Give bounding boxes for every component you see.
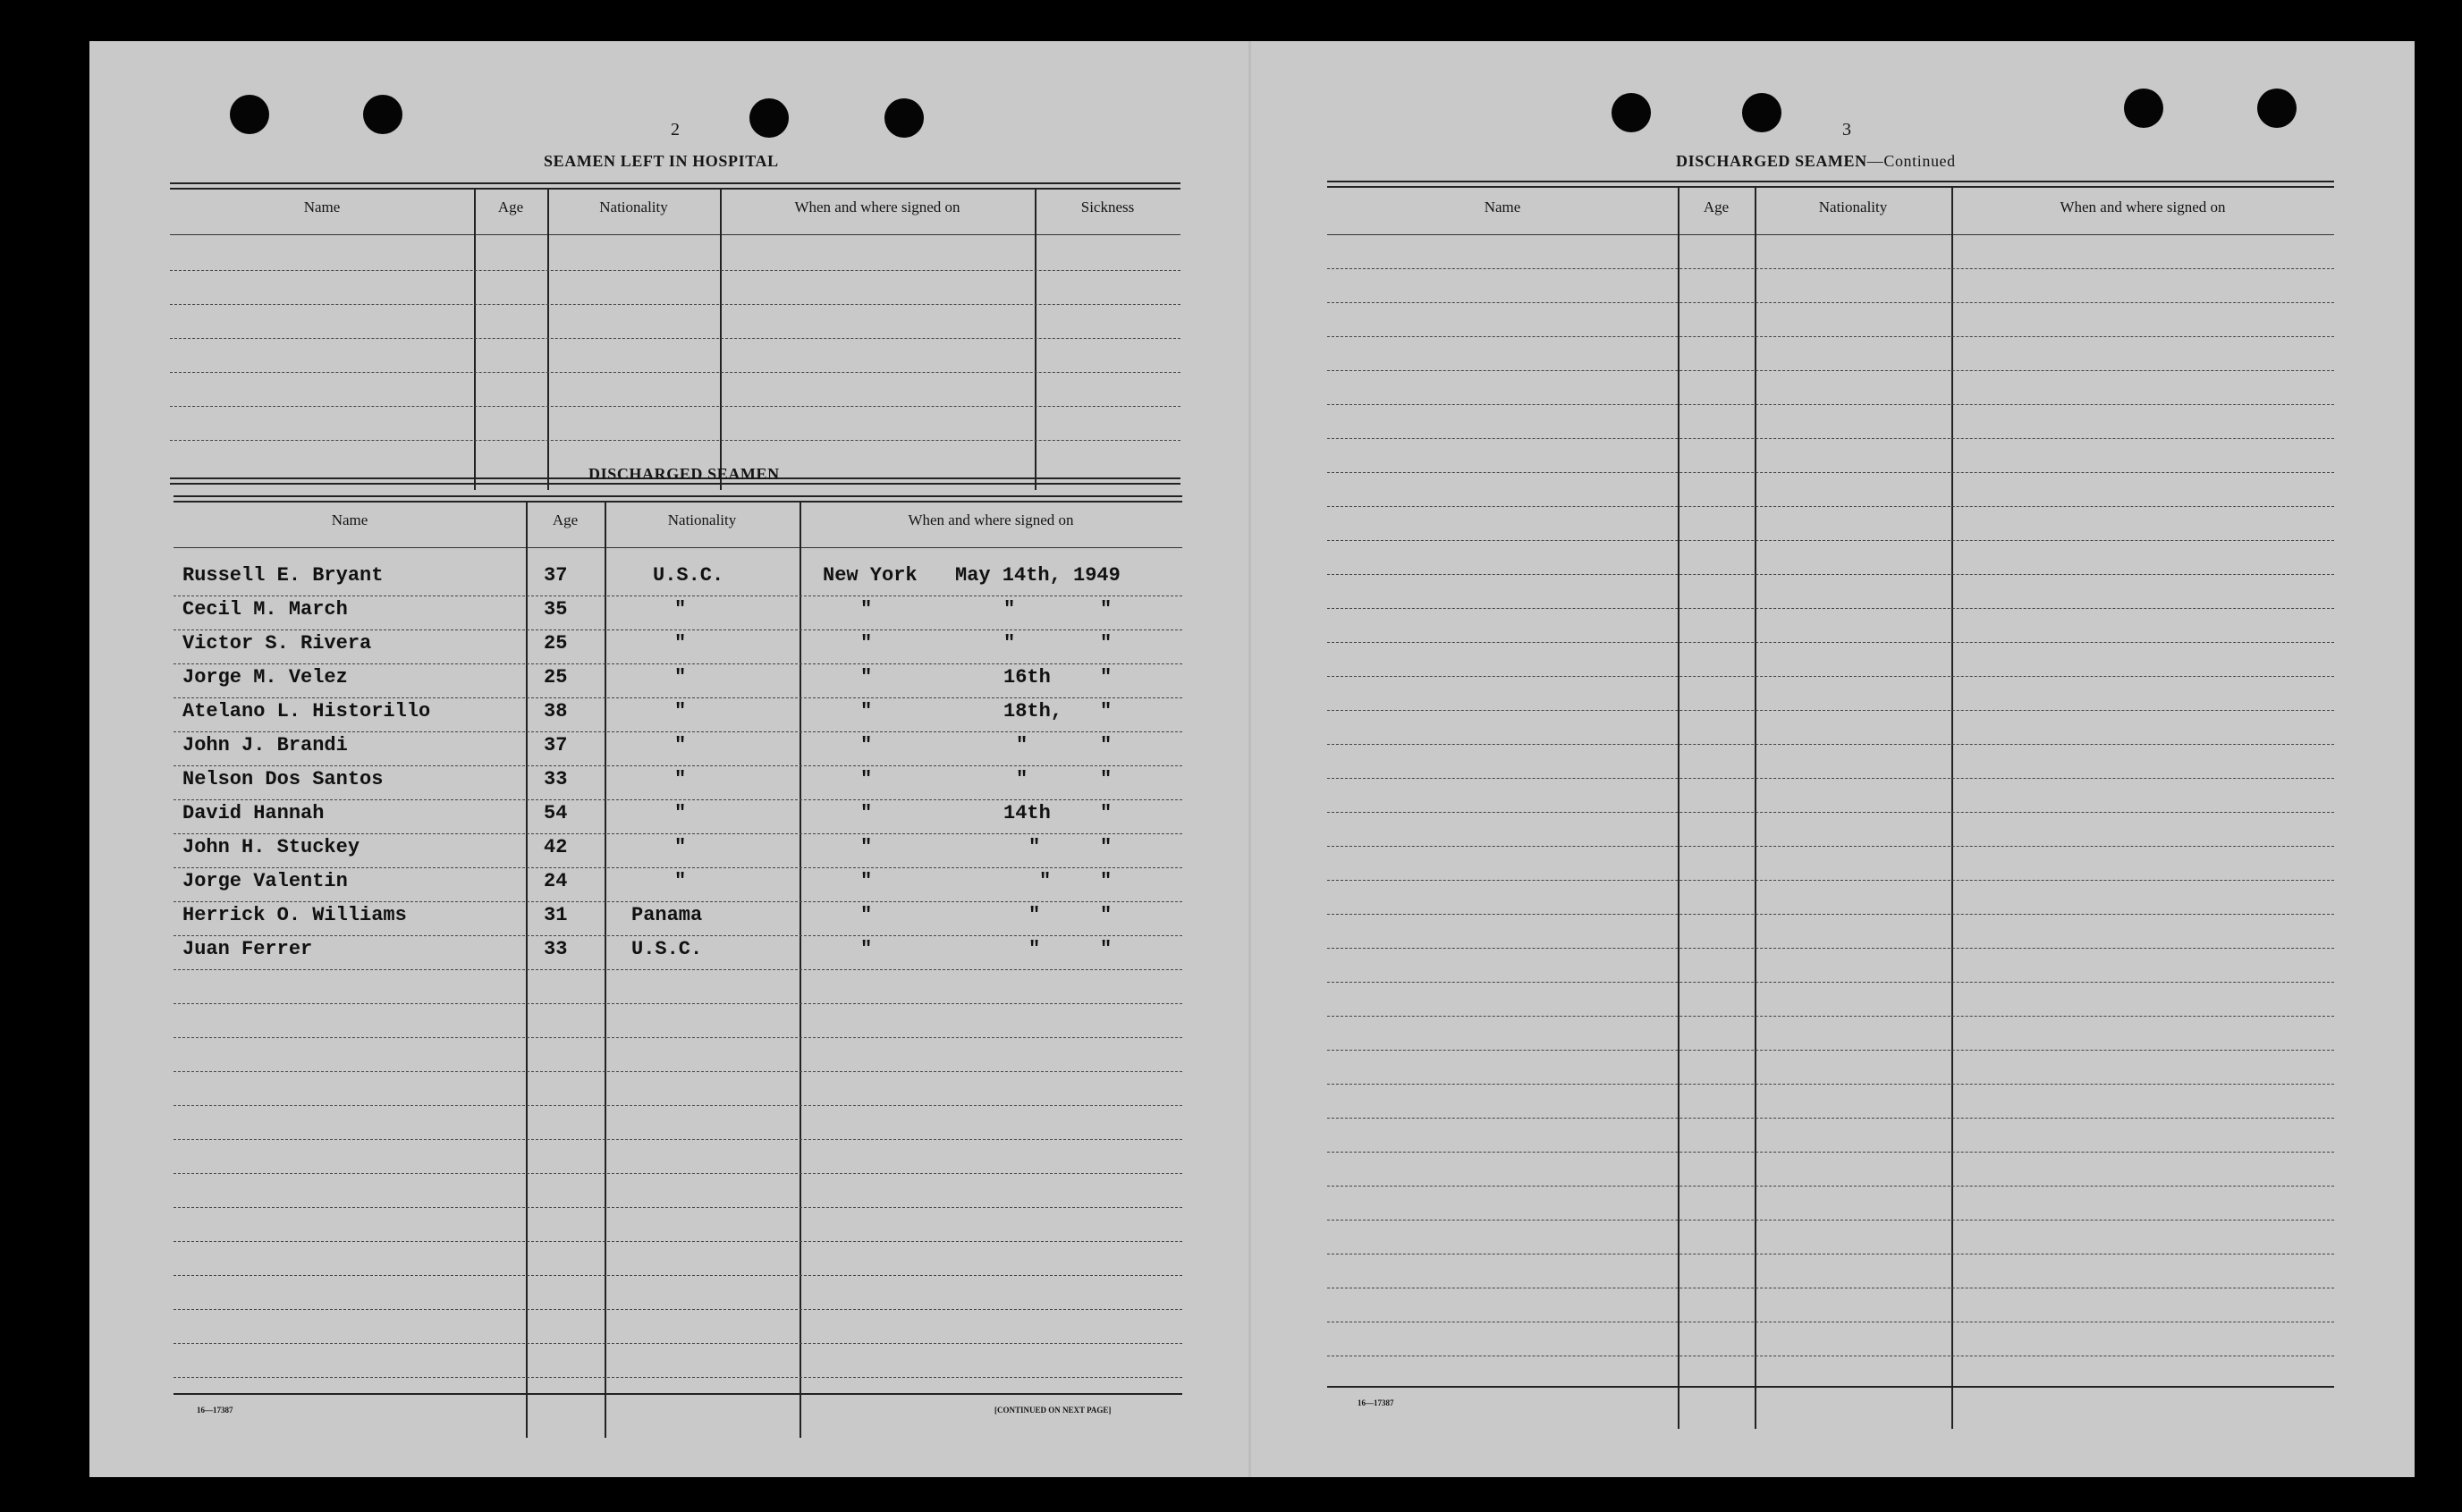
punch-hole xyxy=(2124,89,2163,128)
hospital-row-rule xyxy=(170,440,1180,441)
seaman-signed-year: " xyxy=(1100,938,1113,960)
seaman-nationality: " xyxy=(674,632,687,655)
discharged-header-nationality: Nationality xyxy=(667,511,737,528)
seaman-age: 33 xyxy=(544,768,568,790)
seaman-signed-date: " xyxy=(1039,870,1052,892)
seaman-nationality: U.S.C. xyxy=(653,564,724,587)
row-rule xyxy=(1327,1084,2334,1085)
punch-hole xyxy=(1742,93,1781,132)
discharged-header-name: Name xyxy=(331,511,368,528)
seaman-name: Russell E. Bryant xyxy=(182,564,384,587)
seaman-signed-year: " xyxy=(1100,870,1113,892)
hospital-header-sickness: Sickness xyxy=(1080,199,1135,215)
right-header-nationality: Nationality xyxy=(1818,199,1888,215)
seaman-signed-year: " xyxy=(1100,632,1113,655)
row-rule xyxy=(1327,982,2334,983)
hospital-header-nationality: Nationality xyxy=(599,199,668,215)
row-rule xyxy=(1327,574,2334,575)
seaman-nationality: " xyxy=(674,734,687,756)
seaman-signed-year: " xyxy=(1100,734,1113,756)
punch-hole xyxy=(230,95,269,134)
row-rule xyxy=(1327,438,2334,439)
seaman-signed-place: " xyxy=(860,870,873,892)
seaman-signed-place: " xyxy=(860,904,873,926)
right-bottom-rule xyxy=(1327,1386,2334,1388)
seaman-signed-place: " xyxy=(860,666,873,688)
seaman-signed-date: " xyxy=(1003,598,1016,621)
row-rule xyxy=(1327,1152,2334,1153)
seaman-name: Juan Ferrer xyxy=(182,938,313,960)
seaman-nationality: " xyxy=(674,802,687,824)
hospital-title: SEAMEN LEFT IN HOSPITAL xyxy=(544,152,779,170)
row-rule xyxy=(1327,642,2334,643)
right-header-rule xyxy=(1327,234,2334,235)
row-rule xyxy=(173,629,1182,630)
right-top-rule xyxy=(1327,181,2334,182)
punch-hole xyxy=(749,98,789,138)
seaman-signed-place: " xyxy=(860,802,873,824)
seaman-age: 37 xyxy=(544,734,568,756)
seaman-signed-date: " xyxy=(1028,904,1041,926)
hospital-top-rule xyxy=(170,188,1180,190)
hospital-header-rule xyxy=(170,234,1180,235)
discharged-header-signed-on: When and where signed on xyxy=(908,511,1074,528)
seaman-signed-place: " xyxy=(860,734,873,756)
row-rule xyxy=(173,731,1182,732)
row-rule xyxy=(1327,1050,2334,1051)
row-rule xyxy=(1327,846,2334,847)
row-rule xyxy=(1327,506,2334,507)
seaman-signed-date: 14th xyxy=(1003,802,1051,824)
seaman-signed-date: " xyxy=(1016,768,1028,790)
seaman-signed-date: May 14th, 1949 xyxy=(955,564,1121,587)
seaman-nationality: " xyxy=(674,768,687,790)
row-rule xyxy=(173,1275,1182,1276)
row-rule xyxy=(173,1003,1182,1004)
right-page-number: 3 xyxy=(1842,120,1851,139)
seaman-name: John J. Brandi xyxy=(182,734,348,756)
seaman-nationality: " xyxy=(674,598,687,621)
discharged-header-rule xyxy=(173,547,1182,548)
seaman-signed-year: " xyxy=(1100,666,1113,688)
hospital-row-rule xyxy=(170,304,1180,305)
seaman-age: 42 xyxy=(544,836,568,858)
row-rule xyxy=(173,1377,1182,1378)
row-rule xyxy=(1327,1016,2334,1017)
seaman-name: Jorge Valentin xyxy=(182,870,348,892)
seaman-signed-place: " xyxy=(860,836,873,858)
seaman-age: 31 xyxy=(544,904,568,926)
seaman-age: 25 xyxy=(544,666,568,688)
left-page-number: 2 xyxy=(671,120,680,139)
seaman-name: Victor S. Rivera xyxy=(182,632,372,655)
row-rule xyxy=(173,1309,1182,1310)
row-rule xyxy=(1327,1220,2334,1221)
punch-hole xyxy=(1612,93,1651,132)
row-rule xyxy=(1327,778,2334,779)
row-rule xyxy=(1327,676,2334,677)
discharged-bottom-rule xyxy=(173,1393,1182,1395)
seaman-signed-place: " xyxy=(860,938,873,960)
row-rule xyxy=(1327,710,2334,711)
seaman-signed-year: " xyxy=(1100,700,1113,722)
row-rule xyxy=(173,1343,1182,1344)
row-rule xyxy=(173,969,1182,970)
row-rule xyxy=(173,799,1182,800)
row-rule xyxy=(1327,1186,2334,1187)
row-rule xyxy=(173,867,1182,868)
continued-note: [CONTINUED ON NEXT PAGE] xyxy=(994,1406,1112,1415)
seaman-name: Jorge M. Velez xyxy=(182,666,348,688)
hospital-row-rule xyxy=(170,338,1180,339)
hospital-column-rule xyxy=(547,188,549,490)
row-rule xyxy=(1327,948,2334,949)
seaman-nationality: " xyxy=(674,836,687,858)
seaman-signed-year: " xyxy=(1100,904,1113,926)
seaman-signed-place: " xyxy=(860,632,873,655)
seaman-age: 37 xyxy=(544,564,568,587)
seaman-nationality: " xyxy=(674,700,687,722)
form-number: 16—17387 xyxy=(197,1406,233,1415)
document-sheet xyxy=(89,41,2415,1477)
seaman-nationality: Panama xyxy=(631,904,703,926)
discharged-top-rule xyxy=(173,495,1182,497)
right-title-continued: —Continued xyxy=(1866,152,1956,170)
row-rule xyxy=(173,1241,1182,1242)
row-rule xyxy=(1327,370,2334,371)
right-column-rule xyxy=(1951,186,1953,1429)
hospital-header-signed-on: When and where signed on xyxy=(794,199,960,215)
seaman-age: 25 xyxy=(544,632,568,655)
hospital-row-rule xyxy=(170,406,1180,407)
seaman-name: Nelson Dos Santos xyxy=(182,768,384,790)
hospital-header-age: Age xyxy=(497,199,524,215)
seaman-name: Cecil M. March xyxy=(182,598,348,621)
seaman-name: David Hannah xyxy=(182,802,325,824)
seaman-name: Atelano L. Historillo xyxy=(182,700,431,722)
seaman-nationality: " xyxy=(674,666,687,688)
row-rule xyxy=(173,697,1182,698)
seaman-signed-date: 18th, xyxy=(1003,700,1063,722)
right-title xyxy=(1676,152,1956,171)
row-rule xyxy=(173,663,1182,664)
row-rule xyxy=(1327,744,2334,745)
seaman-age: 24 xyxy=(544,870,568,892)
seaman-signed-year: " xyxy=(1100,598,1113,621)
page-fold xyxy=(1248,41,1251,1477)
row-rule xyxy=(173,1037,1182,1038)
seaman-signed-date: " xyxy=(1016,734,1028,756)
seaman-age: 54 xyxy=(544,802,568,824)
row-rule xyxy=(173,1173,1182,1174)
seaman-signed-date: " xyxy=(1003,632,1016,655)
seaman-nationality: U.S.C. xyxy=(631,938,703,960)
seaman-name: John H. Stuckey xyxy=(182,836,360,858)
punch-hole xyxy=(884,98,924,138)
seaman-signed-place: New York xyxy=(823,564,918,587)
seaman-signed-date: " xyxy=(1028,836,1041,858)
seaman-signed-year: " xyxy=(1100,768,1113,790)
hospital-column-rule xyxy=(474,188,476,490)
row-rule xyxy=(173,1139,1182,1140)
hospital-column-rule xyxy=(720,188,722,490)
row-rule xyxy=(1327,608,2334,609)
row-rule xyxy=(1327,1118,2334,1119)
seaman-signed-place: " xyxy=(860,768,873,790)
row-rule xyxy=(1327,812,2334,813)
row-rule xyxy=(173,833,1182,834)
row-rule xyxy=(1327,880,2334,881)
hospital-column-rule xyxy=(1035,188,1036,490)
hospital-top-rule xyxy=(170,182,1180,184)
row-rule xyxy=(1327,472,2334,473)
seaman-signed-place: " xyxy=(860,700,873,722)
discharged-title: DISCHARGED SEAMEN xyxy=(588,465,780,483)
row-rule xyxy=(173,765,1182,766)
row-rule xyxy=(173,1105,1182,1106)
right-header-signed-on: When and where signed on xyxy=(2060,199,2226,215)
seaman-signed-place: " xyxy=(860,598,873,621)
row-rule xyxy=(1327,268,2334,269)
seaman-signed-date: 16th xyxy=(1003,666,1051,688)
seaman-nationality: " xyxy=(674,870,687,892)
row-rule xyxy=(1327,914,2334,915)
right-title-main: DISCHARGED SEAMEN xyxy=(1676,152,1867,170)
hospital-row-rule xyxy=(170,372,1180,373)
discharged-header-age: Age xyxy=(552,511,579,528)
right-column-rule xyxy=(1755,186,1756,1429)
row-rule xyxy=(1327,302,2334,303)
row-rule xyxy=(1327,540,2334,541)
right-header-age: Age xyxy=(1703,199,1730,215)
seaman-age: 33 xyxy=(544,938,568,960)
seaman-age: 38 xyxy=(544,700,568,722)
seaman-age: 35 xyxy=(544,598,568,621)
right-form-number: 16—17387 xyxy=(1358,1398,1394,1407)
punch-hole xyxy=(2257,89,2297,128)
hospital-header-name: Name xyxy=(303,199,341,215)
seaman-signed-year: " xyxy=(1100,802,1113,824)
punch-hole xyxy=(363,95,402,134)
seaman-name: Herrick O. Williams xyxy=(182,904,407,926)
row-rule xyxy=(1327,336,2334,337)
hospital-row-rule xyxy=(170,270,1180,271)
right-top-rule xyxy=(1327,186,2334,188)
row-rule xyxy=(1327,404,2334,405)
right-column-rule xyxy=(1678,186,1679,1429)
seaman-signed-year: " xyxy=(1100,836,1113,858)
seaman-signed-date: " xyxy=(1028,938,1041,960)
row-rule xyxy=(173,935,1182,936)
row-rule xyxy=(173,1207,1182,1208)
row-rule xyxy=(173,1071,1182,1072)
discharged-top-rule xyxy=(173,501,1182,503)
row-rule xyxy=(173,901,1182,902)
right-header-name: Name xyxy=(1484,199,1521,215)
